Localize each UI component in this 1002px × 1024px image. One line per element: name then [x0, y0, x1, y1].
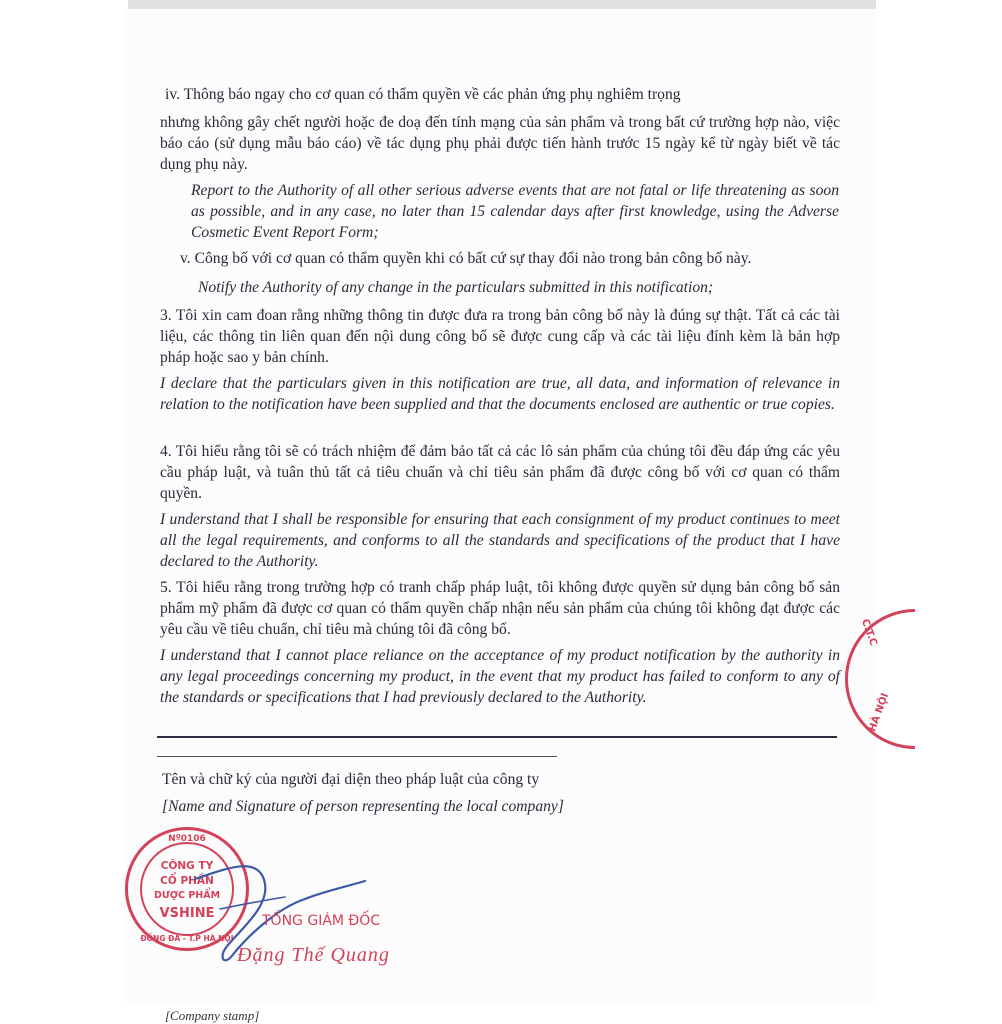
clause-4-vi: 4. Tôi hiểu rằng tôi sẽ có trách nhiệm để đảm bảo tất cả các lô sản phẩm của chúng tôi đều đáp ứng các yêu cầu pháp luật, và tuân thủ tất cả tiêu chuẩn và chỉ tiêu sản phẩm đã được công bố với cơ quan có thẩm quyền.: [160, 443, 840, 502]
stamp-line-2: CỔ PHẦN: [160, 875, 214, 887]
clause-4-en: I understand that I shall be responsible for ensuring that each consignment of my product continues to meet all the legal requirements, and conforms to all the standards and specifications of the product that I have declared to the Authority.: [160, 511, 840, 570]
item-v-vi: v. Công bố với cơ quan có thẩm quyền khi có bất cứ sự thay đổi nào trong bản công bố này.: [180, 250, 752, 267]
item-iv-en: Report to the Authority of all other serious adverse events that are not fatal or life threatening as soon as possible, and in any case, no later than 15 calendar days after first knowledge, using the Adverse Cosmetic Event Report Form;: [191, 182, 839, 241]
stamp-line-1: CÔNG TY: [160, 860, 214, 872]
stamp-line-3: DƯỢC PHẨM: [153, 890, 221, 901]
corner-stamp-top: C.T.C: [858, 617, 879, 648]
item-iv-vi-heading: iv. Thông báo ngay cho cơ quan có thẩm quyền về các phản ứng phụ nghiêm trọng: [165, 86, 681, 103]
item-iv-vi-body: nhưng không gây chết người hoặc đe doạ đến tính mạng của sản phẩm và trong bất cứ trường hợp nào, việc báo cáo (sử dụng mẫu báo cáo) về tác dụng phụ phải được tiến hành trước 15 ngày kể từ ngày biết về tác dụng phụ này.: [160, 114, 840, 173]
clause-3-vi: 3. Tôi xin cam đoan rằng những thông tin được đưa ra trong bản công bố này là đúng sự thật. Tất cả các tài liệu, các thông tin liên quan đến nội dung công bố sẽ được cung cấp và các tài liệu đính kèm là bản hợp pháp hoặc sao y bản chính.: [160, 307, 840, 366]
clause-5-vi: 5. Tôi hiểu rằng trong trường hợp có tranh chấp pháp luật, tôi không được quyền sử dụng bản công bố sản phẩm mỹ phẩm đã được cơ quan có thẩm quyền chấp nhận nếu sản phẩm của chúng tôi không đạt được các yêu cầu về tiêu chuẩn, chỉ tiêu mà chúng tôi đã công bố.: [160, 579, 840, 638]
signature-label-vi: Tên và chữ ký của người đại diện theo pháp luật của công ty: [162, 771, 540, 788]
signature-label-en: [Name and Signature of person representing the local company]: [162, 798, 564, 815]
company-stamp-label: [Company stamp]: [165, 1008, 260, 1023]
scan-top-edge: [128, 0, 876, 9]
document-page: [125, 9, 892, 1023]
corner-stamp-ring: [845, 609, 915, 749]
corner-stamp-bottom: HÀ NỘI: [867, 691, 892, 734]
item-v-en: Notify the Authority of any change in the particulars submitted in this notification;: [198, 279, 714, 296]
clause-5-en: I understand that I cannot place reliance on the acceptance of my product notification by the authority in any legal proceedings concerning my product, in the event that my product has failed to conform to any of the standards or specifications that I had previously declared to the Authority.: [160, 647, 840, 706]
signature-line: [157, 756, 557, 757]
section-divider: [157, 736, 837, 738]
corner-stamp: [845, 609, 915, 759]
signatory-name: Đặng Thế Quang: [237, 944, 390, 966]
stamp-number: Nº0106: [168, 834, 206, 844]
stamp-line-4: VSHINE: [159, 906, 215, 921]
signatory-title: TỔNG GIÁM ĐỐC: [262, 913, 381, 929]
stamp-bottom: ĐỐNG ĐA - T.P HÀ NỘI: [140, 934, 234, 943]
clause-3-en: I declare that the particulars given in this notification are true, all data, and information of relevance in relation to the notification have been supplied and that the documents enclosed are authentic or true copies.: [160, 375, 840, 413]
